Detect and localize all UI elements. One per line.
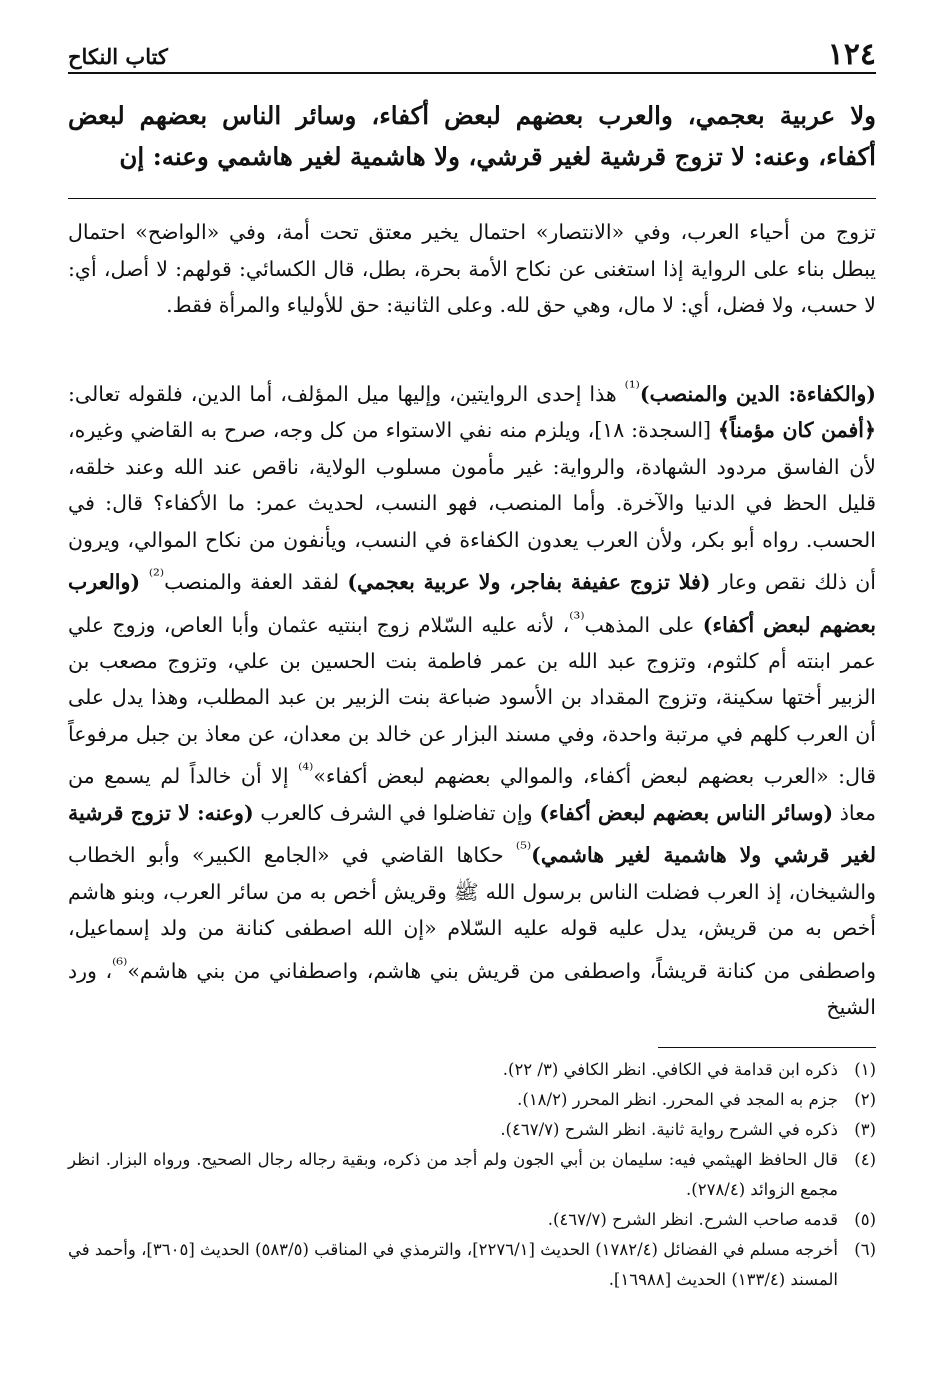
matn-quote-quraysh: (وعنه: لا تزوج قرشية لغير قرشي ولا هاشمية لغير هاشمي) bbox=[68, 800, 876, 868]
footnote-text: أخرجه مسلم في الفضائل (١٧٨٢/٤) الحديث [٢٢٧٦/١]، والترمذي في المناقب (٥٨٣/٥) الحديث [٣٦٠٥]، وأحمد في المسند (١٣٣/٤) الحديث [١٦٩٨٨]. bbox=[68, 1240, 838, 1289]
footnote-item bbox=[68, 1085, 876, 1115]
footnote-text: ذكره في الشرح رواية ثانية. انظر الشرح (٤٦٧/٧). bbox=[500, 1120, 838, 1139]
footnote-ref-1[interactable]: ⁽¹⁾ bbox=[624, 378, 640, 398]
quran-quote: ﴿أفمن كان مؤمناً﴾ bbox=[717, 418, 876, 443]
footnote-number: (٤) bbox=[854, 1150, 876, 1169]
footnote-item bbox=[68, 1235, 876, 1295]
commentary-span: [السجدة: ١٨]، ويلزم منه نفي الاستواء من كل وجه، صرح به القاضي وغيره، لأن الفاسق مردود الشهادة، والرواية: غير مأمون مسلوب الولاية، ناقص عند الله وعند خلقه، قليل الحظ في الدنيا والآخرة. وأما المنصب، فهو النسب، لحديث عمر: ما الأكفاء؟ قال: في الحسب. رواه أبو بكر، ولأن العرب يعدون الكفاءة في النسب، ويأنفون من نكاح الموالي، ويرون أن ذلك نقص وعار bbox=[68, 418, 876, 595]
footnote-ref-4[interactable]: ⁽⁴⁾ bbox=[298, 760, 314, 781]
footnote-item bbox=[68, 1205, 876, 1235]
footnote-item bbox=[68, 1115, 876, 1145]
footnote-number: (٥) bbox=[854, 1210, 876, 1229]
footnote-number: (١) bbox=[854, 1060, 876, 1079]
matn-separator bbox=[68, 198, 876, 199]
commentary-span: ، ورد الشيخ bbox=[68, 958, 876, 1019]
footnote-item bbox=[68, 1055, 876, 1085]
footnote-ref-2[interactable]: ⁽²⁾ bbox=[148, 566, 165, 587]
commentary-span: على المذهب bbox=[584, 612, 703, 637]
footnote-text: قدمه صاحب الشرح. انظر الشرح (٤٦٧/٧). bbox=[547, 1210, 838, 1229]
footnote-text: قال الحافظ الهيثمي فيه: سليمان بن أبي الجون ولم أجد من ذكره، وبقية رجاله رجال الصحيح. ورواه البزار. انظر مجمع الزوائد (٢٧٨/٤). bbox=[68, 1150, 838, 1199]
footnote-text: ذكره ابن قدامة في الكافي. انظر الكافي (٣/ ٢٢). bbox=[502, 1060, 838, 1079]
matn-text bbox=[68, 95, 876, 177]
commentary-main bbox=[68, 370, 876, 1025]
matn-quote-kafaa: (والكفاءة: الدين والمنصب) bbox=[639, 381, 876, 406]
footnote-ref-5[interactable]: ⁽⁵⁾ bbox=[515, 839, 532, 860]
footnote-number: (٣) bbox=[854, 1120, 876, 1139]
footnote-ref-6[interactable]: ⁽⁶⁾ bbox=[112, 954, 128, 975]
matn-paragraph: ولا عربية بعجمي، والعرب بعضهم لبعض أكفاء، وسائر الناس بعضهم لبعض أكفاء، وعنه: لا تزوج قرشية لغير قرشي، ولا هاشمية لغير هاشمي وعنه: إن bbox=[68, 101, 876, 171]
chapter-title: كتاب النكاح bbox=[68, 44, 168, 69]
matn-quote-people: (وسائر الناس بعضهم لبعض أكفاء) bbox=[539, 800, 834, 825]
commentary-span: حكاها القاضي في «الجامع الكبير» وأبو الخطاب والشيخان، إذ العرب فضلت الناس برسول الله ﷺ وقريش أخص به من سائر العرب، وبنو هاشم أخص به من قريش، يدل عليه قوله عليه السّلام «إن الله اصطفى كنانة من ولد إسماعيل، واصطفى من كنانة قريشاً، واصطفى من قريش بني هاشم، واصطفاني من بني هاشم» bbox=[68, 843, 876, 983]
footnote-ref-3[interactable]: ⁽³⁾ bbox=[569, 608, 585, 629]
commentary-span: وإن تفاضلوا في الشرف كالعرب bbox=[253, 800, 540, 825]
commentary-span: هذا إحدى الروايتين، وإليها ميل المؤلف، أما الدين، فلقوله تعالى: bbox=[68, 381, 625, 406]
commentary-paragraph-2 bbox=[68, 370, 876, 1025]
commentary-span: لفقد العفة والمنصب bbox=[164, 570, 348, 595]
footnote-item bbox=[68, 1145, 876, 1205]
commentary-paragraph-1: تزوج من أحياء العرب، وفي «الانتصار» احتمال يخير معتق تحت أمة، وفي «الواضح» احتمال يبطل بناء على الرواية إذا استغنى عن نكاح الأمة بحرة، بطل، قال الكسائي: قولهم: لا أصل، أي: لا حسب، ولا فضل، أي: لا مال، وهي حق لله. وعلى الثانية: حق للأولياء والمرأة فقط. bbox=[68, 220, 876, 317]
commentary-span: ، لأنه عليه السّلام زوج ابنتيه عثمان وأبا العاص، وزوج علي عمر ابنته أم كلثوم، وتزوج عبد الله بن عمر فاطمة بنت الحسين بن علي، وتزوج مصعب بن الزبير أختها سكينة، وتزوج المقداد بن الأسود ضباعة بنت الزبير بن عبد المطلب، وهذا يدل على أن العرب كلهم في مرتبة واحدة، وفي مسند البزار عن خالد بن معدان، عن معاذ بن جبل مرفوعاً قال: «العرب بعضهم لبعض أكفاء، والموالي بعضهم لبعض أكفاء» bbox=[68, 612, 877, 789]
page-number: ١٢٤ bbox=[827, 37, 876, 72]
footnote-number: (٢) bbox=[854, 1090, 876, 1109]
footnote-separator bbox=[658, 1047, 876, 1048]
matn-quote-arabs: (والعرب بعضهم لبعض أكفاء) bbox=[68, 570, 876, 637]
footnote-number: (٦) bbox=[854, 1240, 876, 1259]
commentary-continued bbox=[68, 214, 876, 324]
footnotes-list bbox=[68, 1055, 876, 1295]
commentary-span: إلا أن خالداً لم يسمع من معاذ bbox=[68, 764, 877, 825]
matn-quote-marriage: (فلا تزوج عفيفة بفاجر، ولا عربية بعجمي) bbox=[347, 570, 711, 595]
footnote-text: جزم به المجد في المحرر. انظر المحرر (١٨/٢). bbox=[517, 1090, 838, 1109]
running-header bbox=[68, 38, 876, 74]
